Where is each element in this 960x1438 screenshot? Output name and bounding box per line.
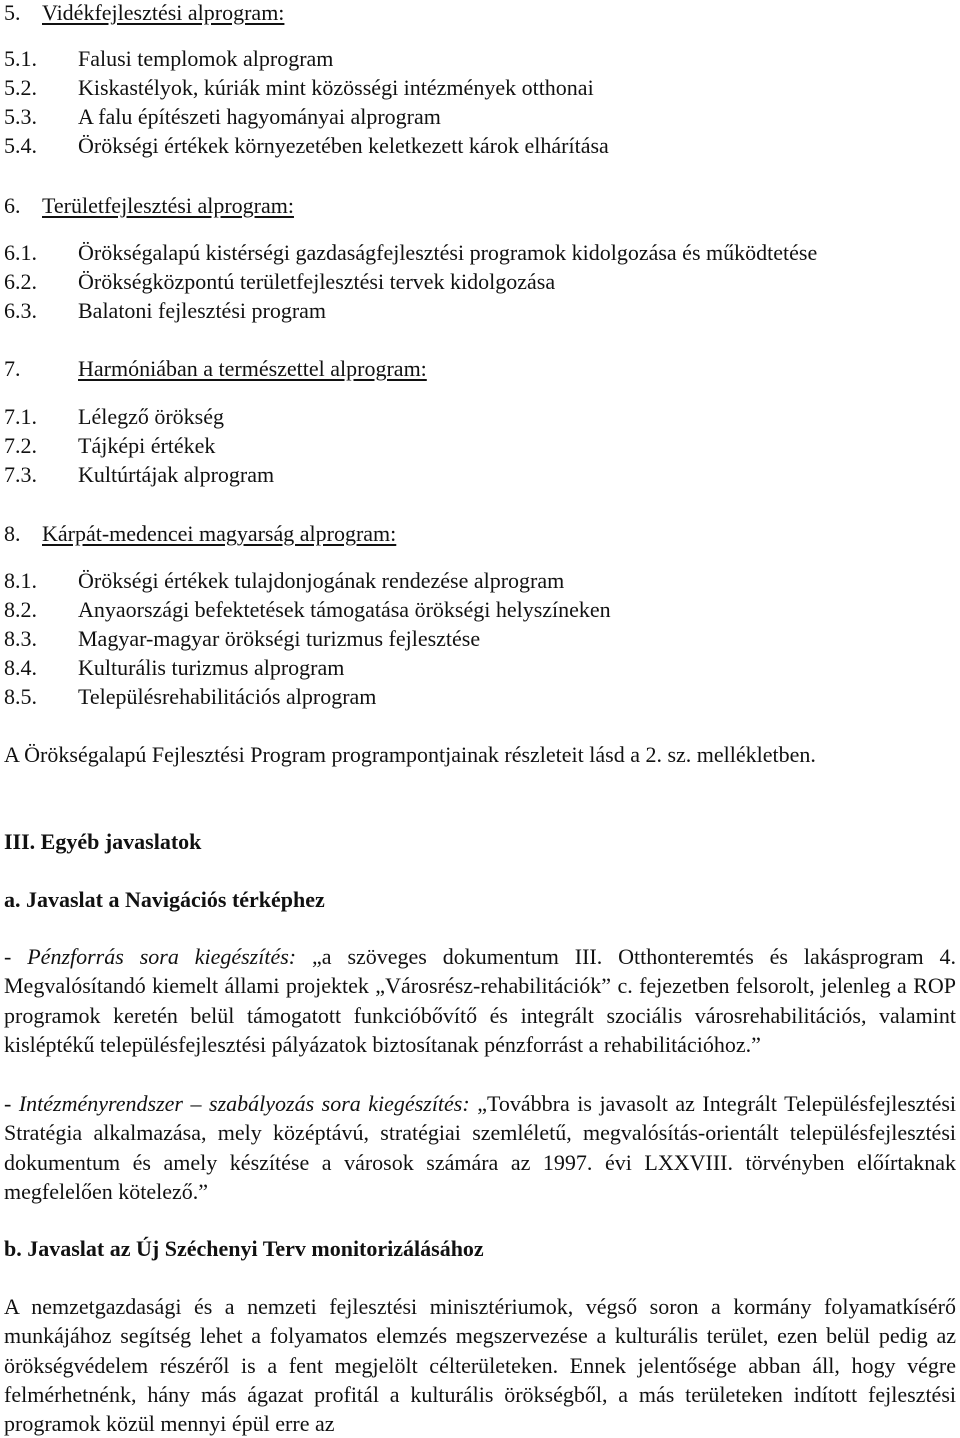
section-number: 7.: [4, 356, 21, 381]
section-number: 8.: [4, 521, 21, 546]
paragraph-label: Pénzforrás sora kiegészítés:: [27, 944, 297, 969]
dash: -: [4, 1091, 19, 1116]
paragraph-monitoring: A nemzetgazdasági és a nemzeti fejlesztési minisztériumok, végső soron a kormány folyamatkísérő munkájához segítség lehet a folyamatos elemzés megszervezése a kulturális terület, ezen belül pedig az örökségvédelem részéről is a fent megjelölt célterületeken. Ennek jelentősége abban áll, hogy végre felmérhetnénk, hány más ágazat profitál a kulturális örökségből, a más területeken indított fejlesztési programok közül mennyi épül erre az: [4, 1294, 956, 1437]
item-text: Kulturális turizmus alprogram: [78, 655, 345, 680]
heading-a: a. Javaslat a Navigációs térképhez: [4, 887, 325, 912]
item-number: 8.1.: [4, 568, 37, 593]
item-number: 6.3.: [4, 298, 37, 323]
item-number: 5.4.: [4, 133, 37, 158]
heading-iii: III. Egyéb javaslatok: [4, 829, 202, 854]
item-number: 5.3.: [4, 104, 37, 129]
item-text: Örökségközpontú területfejlesztési tervek kidolgozása: [78, 269, 556, 294]
item-number: 7.3.: [4, 462, 37, 487]
paragraph-funding: [4, 942, 956, 1059]
item-number: 5.2.: [4, 75, 37, 100]
item-text: Magyar-magyar örökségi turizmus fejlesztése: [78, 626, 481, 651]
section-title: Vidékfejlesztési alprogram:: [42, 0, 285, 25]
item-number: 6.1.: [4, 240, 37, 265]
paragraph-text: „a szöveges dokumentum III. Otthonteremtés és lakásprogram 4. Megvalósítandó kiemelt állami projektek „Városrész-rehabilitációk” c. fejezetben felsorolt, jelenleg a ROP programok keretén belül támogatott funkcióbővítő és integrált szociális városrehabilitációs, valamint kisléptékű településfejlesztési pályázatok biztosítanak pénzforrást a rehabilitációhoz.”: [4, 944, 957, 1057]
item-text: Anyaországi befektetések támogatása örökségi helyszíneken: [78, 597, 611, 622]
dash: -: [4, 944, 28, 969]
item-text: Falusi templomok alprogram: [78, 46, 334, 71]
item-text: Lélegző örökség: [78, 404, 224, 429]
item-text: Kiskastélyok, kúriák mint közösségi intézmények otthonai: [78, 75, 594, 100]
paragraph-text: „Továbbra is javasolt az Integrált Településfejlesztési Stratégia alkalmazása, mely középtávú, stratégiai szemléletű, megvalósítás-orientált településfejlesztési dokumentum és amely készítése a városok számára az 1997. évi LXXVIII. törvényben előírtaknak megfelelően kötelező.”: [4, 1091, 957, 1204]
item-number: 8.3.: [4, 626, 37, 651]
item-text: Tájképi értékek: [78, 433, 216, 458]
paragraph-label: Intézményrendszer – szabályozás sora kiegészítés:: [18, 1091, 470, 1116]
paragraph-institutions: [4, 1089, 956, 1206]
item-text: Kultúrtájak alprogram: [78, 462, 275, 487]
item-number: 8.4.: [4, 655, 37, 680]
item-number: 7.2.: [4, 433, 37, 458]
item-number: 8.2.: [4, 597, 37, 622]
item-text: Örökségalapú kistérségi gazdaságfejlesztési programok kidolgozása és működtetése: [78, 240, 818, 265]
item-text: Balatoni fejlesztési program: [78, 298, 327, 323]
item-number: 6.2.: [4, 269, 37, 294]
item-number: 7.1.: [4, 404, 37, 429]
item-text: A falu építészeti hagyományai alprogram: [78, 104, 441, 129]
item-text: Településrehabilitációs alprogram: [78, 684, 377, 709]
section-title: Harmóniában a természettel alprogram:: [78, 356, 427, 381]
heading-b: b. Javaslat az Új Széchenyi Terv monitorizálásához: [4, 1236, 484, 1261]
item-number: 8.5.: [4, 684, 37, 709]
section-number: 6.: [4, 193, 21, 218]
program-note: A Örökségalapú Fejlesztési Program programpontjainak részleteit lásd a 2. sz. mellékletben.: [4, 742, 816, 767]
item-text: Örökségi értékek környezetében keletkezett károk elhárítása: [78, 133, 609, 158]
section-title: Területfejlesztési alprogram:: [42, 193, 294, 218]
item-text: Örökségi értékek tulajdonjogának rendezése alprogram: [78, 568, 565, 593]
item-number: 5.1.: [4, 46, 37, 71]
section-number: 5.: [4, 0, 21, 25]
section-title: Kárpát-medencei magyarság alprogram:: [42, 521, 397, 546]
